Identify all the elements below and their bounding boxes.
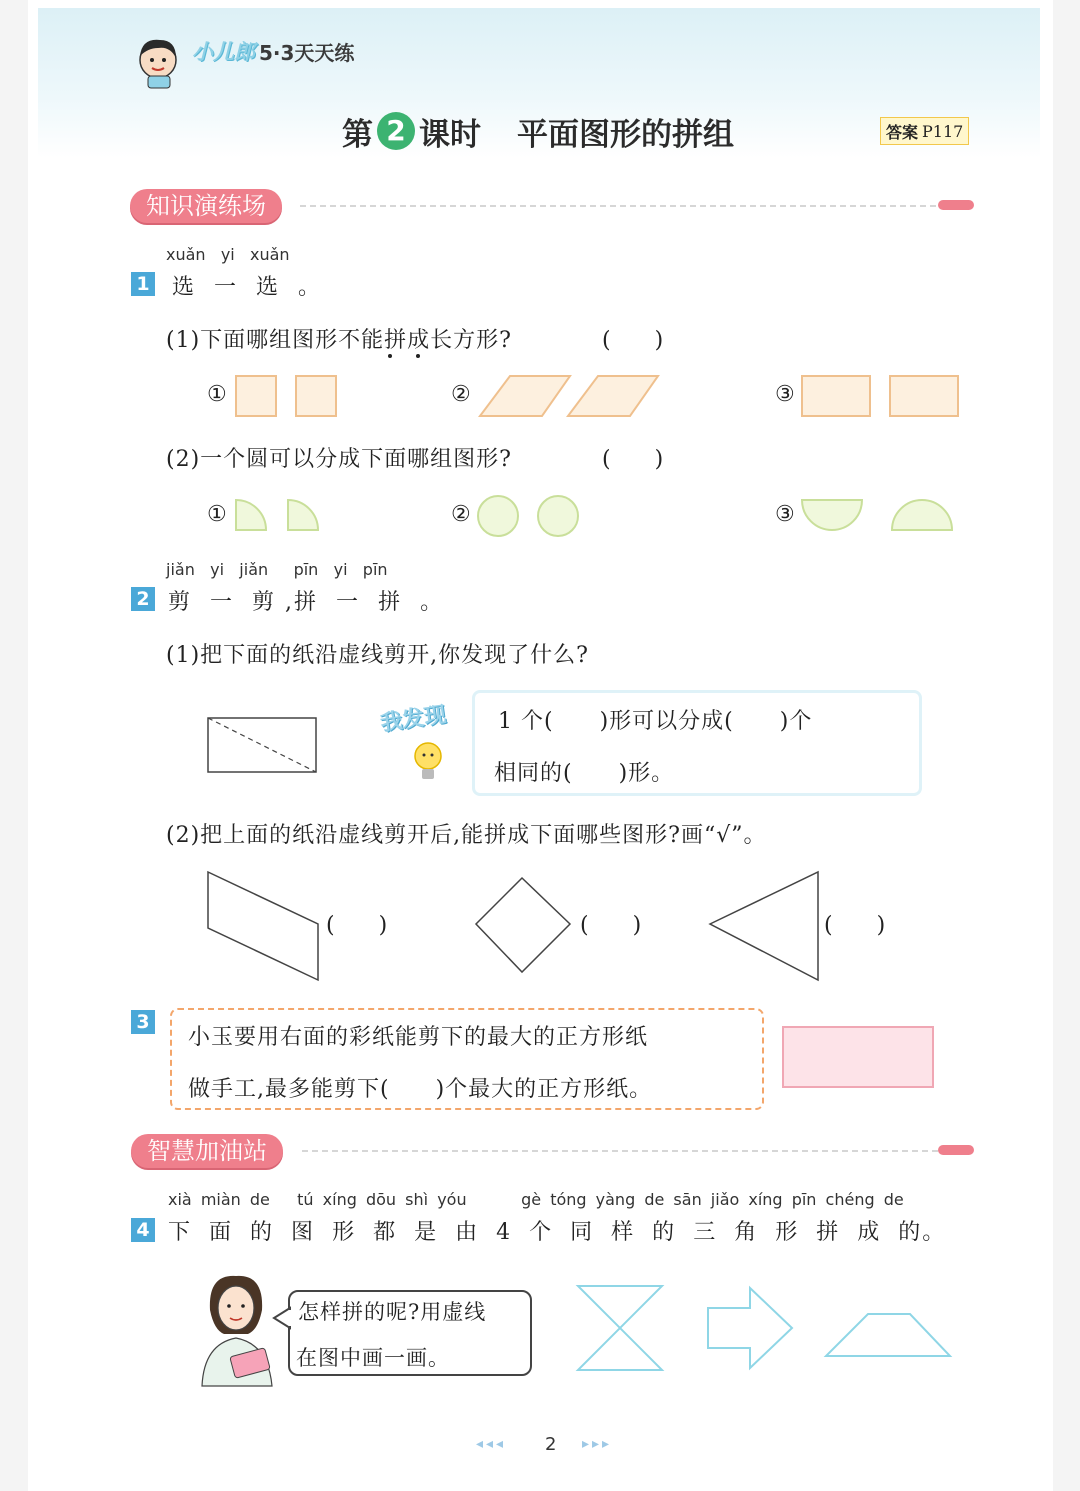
quarter-circle-shape (288, 500, 318, 530)
q4-heading: 下 面 的 图 形 都 是 由 4 个 同 样 的 三 角 形 拼 成 的。 (168, 1220, 947, 1245)
q1p2-shapes (230, 492, 970, 542)
circle-shape (478, 496, 518, 536)
arrow-shape (708, 1288, 792, 1368)
q1-part2-answer[interactable]: ( ) (602, 447, 664, 472)
lightbulb-icon (410, 738, 450, 786)
answer-label: 答案 (886, 122, 919, 142)
rhombus-shape (476, 878, 570, 972)
parallelogram-shape (480, 376, 570, 416)
q3-line-2[interactable]: 做手工,最多能剪下( )个最大的正方形纸。 (188, 1077, 653, 1102)
rectangle-shape (802, 376, 870, 416)
q1p2-option-1-label[interactable]: ① (207, 502, 227, 527)
answer-blank-rhombus[interactable]: ( ) (580, 913, 642, 938)
discovery-line-1: 1 个( )形可以分成( )个 (498, 709, 813, 734)
circle-shape (538, 496, 578, 536)
page-next-arrows: ▸▸▸ (582, 1436, 613, 1452)
lesson-topic: 平面图形的拼组 (517, 116, 734, 153)
semicircle-shape (802, 500, 862, 530)
triangle-shape (710, 872, 818, 980)
pencil-icon (938, 1145, 974, 1155)
question-number-2: 2 (131, 587, 155, 611)
hourglass-shape (578, 1286, 662, 1370)
quarter-circle-shape (236, 500, 266, 530)
q1-pinyin: xuǎn yi xuǎn (166, 245, 290, 264)
speech-line-2: 在图中画一画。 (296, 1346, 450, 1370)
q1-heading: 选 一 选 。 (172, 275, 323, 300)
semicircle-shape (892, 500, 952, 530)
page-number: 2 (545, 1434, 557, 1455)
section-divider (300, 205, 936, 207)
q1p1-option-1-label[interactable]: ① (207, 382, 227, 407)
q1p1-shapes (230, 370, 970, 424)
lesson-title (342, 108, 734, 154)
q3-line-1: 小玉要用右面的彩纸能剪下的最大的正方形纸 (188, 1025, 649, 1050)
discovery-label: 我发现 (378, 702, 448, 737)
teacher-illustration-icon (188, 1270, 284, 1388)
parallelogram-shape (568, 376, 658, 416)
q4-pinyin: xià miàn de tú xíng dōu shì yóu gè tóng yàng de sān jiǎo xíng pīn chéng de (168, 1190, 904, 1209)
rectangle-shape (890, 376, 958, 416)
paper-rectangle-with-dashed-diagonal (204, 714, 324, 780)
pencil-icon (938, 200, 974, 210)
lesson-number-badge: 2 (377, 112, 415, 150)
emphasis-dot (388, 354, 392, 358)
page-prev-arrows: ◂◂◂ (476, 1436, 507, 1452)
answer-page-tag (880, 117, 969, 145)
square-shape (296, 376, 336, 416)
question-number-3: 3 (131, 1010, 155, 1034)
question-number-4: 4 (131, 1218, 155, 1242)
square-shape (236, 376, 276, 416)
speech-line-1: 怎样拼的呢?用虚线 (298, 1300, 487, 1324)
q1p2-option-2-label[interactable]: ② (451, 502, 471, 527)
parallelogram-shape (208, 872, 318, 980)
brand-logo (192, 36, 354, 66)
q1-part2-text: (2)一个圆可以分成下面哪组图形? (166, 447, 512, 472)
question-number-1: 1 (131, 272, 155, 296)
q1-part1-answer[interactable]: ( ) (602, 328, 664, 353)
answer-blank-triangle[interactable]: ( ) (824, 913, 886, 938)
emphasis-dot (416, 354, 420, 358)
speech-bubble-tail (272, 1306, 292, 1330)
q2-part1-text: (1)把下面的纸沿虚线剪开,你发现了什么? (166, 643, 589, 668)
q2-pinyin: jiǎn yi jiǎn pīn yi pīn (166, 560, 388, 579)
section-divider (302, 1150, 938, 1152)
brand-logo-text: 小儿郎 (192, 40, 255, 64)
q2-part2-text: (2)把上面的纸沿虚线剪开后,能拼成下面哪些图形?画“√”。 (166, 823, 767, 848)
q1p1-option-2-label[interactable]: ② (451, 382, 471, 407)
q1p2-option-3-label[interactable]: ③ (775, 502, 795, 527)
trapezoid-shape (826, 1314, 950, 1356)
lesson-prefix: 第 (342, 116, 373, 153)
answer-page: P117 (922, 121, 964, 141)
answer-blank-parallelogram[interactable]: ( ) (326, 913, 388, 938)
mascot-boy-icon (130, 30, 190, 90)
section-practice: 知识演练场 (130, 189, 282, 223)
brand-text: 5·3天天练 (259, 40, 355, 65)
lesson-suffix: 课时 (419, 116, 481, 153)
q1-part1-text: (1)下面哪组图形不能拼成长方形? (166, 328, 512, 353)
q2-heading: 剪 一 剪 ,拼 一 拼 。 (168, 590, 445, 615)
q4-triangle-compositions (570, 1280, 960, 1376)
q1p1-option-3-label[interactable]: ③ (775, 382, 795, 407)
colored-paper-rectangle (780, 1024, 940, 1090)
discovery-line-2: 相同的( )形。 (494, 761, 675, 786)
section-challenge: 智慧加油站 (131, 1134, 283, 1168)
